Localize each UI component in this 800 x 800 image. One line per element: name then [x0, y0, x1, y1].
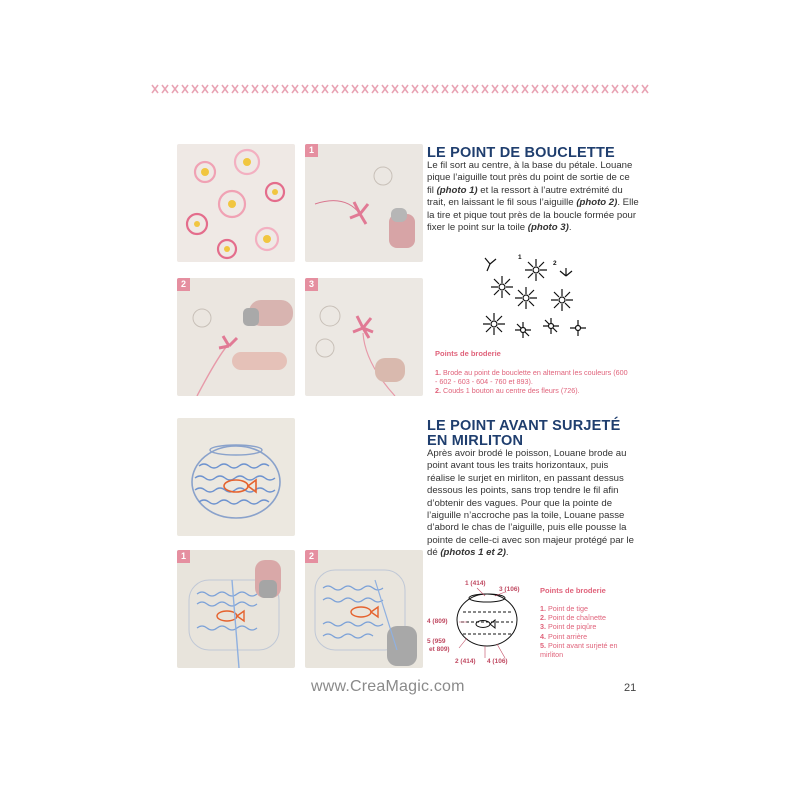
diagram-label: 5 (959 — [427, 638, 446, 645]
diagram-label: 2 — [553, 260, 557, 267]
notes-title: Points de broderie — [540, 586, 606, 595]
diagram-label: 4 (106) — [487, 658, 508, 665]
photo-fishbowl — [177, 418, 295, 536]
note-item: 2. Couds 1 bouton au centre des fleurs (726). — [435, 386, 580, 396]
cross-stitch-border — [150, 82, 650, 96]
photo-step-1 — [305, 144, 423, 262]
note-item: 5. Point avant surjeté en mirliton — [540, 640, 618, 660]
section-title-bouclette: LE POINT DE BOUCLETTE — [427, 145, 615, 161]
notes-list — [435, 368, 630, 396]
diagram-label: 4 (809) — [427, 618, 448, 625]
note-item: 1. Brode au point de bouclette en alternant les couleurs (600 - 602 - 603 - 604 - 760 et 893). — [435, 368, 628, 387]
photo-badge: 3 — [305, 278, 318, 291]
photo-badge: 1 — [305, 144, 318, 157]
note-item: 3. Point de piqûre — [540, 622, 597, 632]
diagram-label: 1 (414) — [465, 580, 486, 587]
photo-step-1-mirliton — [177, 550, 295, 668]
watermark-text: www.CreaMagic.com — [311, 678, 465, 695]
photo-step-2-mirliton — [305, 550, 423, 668]
photo-badge: 1 — [177, 550, 190, 563]
page-number: 21 — [624, 682, 637, 694]
photo-daisy-flowers — [177, 144, 295, 262]
photo-badge: 2 — [177, 278, 190, 291]
section-title-mirliton: LE POINT AVANT SURJETÉ EN MIRLITON — [427, 418, 621, 449]
notes-title: Points de broderie — [435, 349, 501, 358]
photo-badge: 2 — [305, 550, 318, 563]
diagram-label: et 809) — [429, 646, 450, 653]
photo-step-3 — [305, 278, 423, 396]
note-item: 1. Point de tige — [540, 604, 588, 613]
note-item: 2. Point de chaînette — [540, 613, 606, 623]
section-text-mirliton: Après avoir brodé le poisson, Louane brode au point avant tous les traits horizontaux, puis réalise le surjet en mirliton, en passant dessus dessous les points, sans trop tendre le fil afin d’obtenir des vagues. Pour que la pointe de l’aiguille n’accroche pas la toile, Louane passe d’abord le chas de l’aiguille, puis elle pousse la pointe de celle-ci avec son majeur protégé par le dé (photos 1 et 2). — [427, 448, 634, 559]
daisy-diagram — [478, 252, 588, 342]
diagram-label: 3 (106) — [499, 586, 520, 593]
diagram-label: 1 — [518, 254, 522, 261]
diagram-label: 2 (414) — [455, 658, 476, 665]
fishbowl-diagram — [425, 578, 535, 668]
note-item: 4. Point arrière — [540, 631, 588, 641]
notes-list — [540, 604, 630, 659]
section-text-bouclette: Le fil sort au centre, à la base du pétale. Louane pique l’aiguille tout près du point de sortie de ce fil (photo 1) et la ressort à l’autre extrémité du trait, en laissant le fil sous l’aiguille (photo 2). Elle la tire et pique tout près de la boucle formée pour fixer le point sur la toile (photo 3). — [427, 160, 639, 234]
photo-step-2 — [177, 278, 295, 396]
